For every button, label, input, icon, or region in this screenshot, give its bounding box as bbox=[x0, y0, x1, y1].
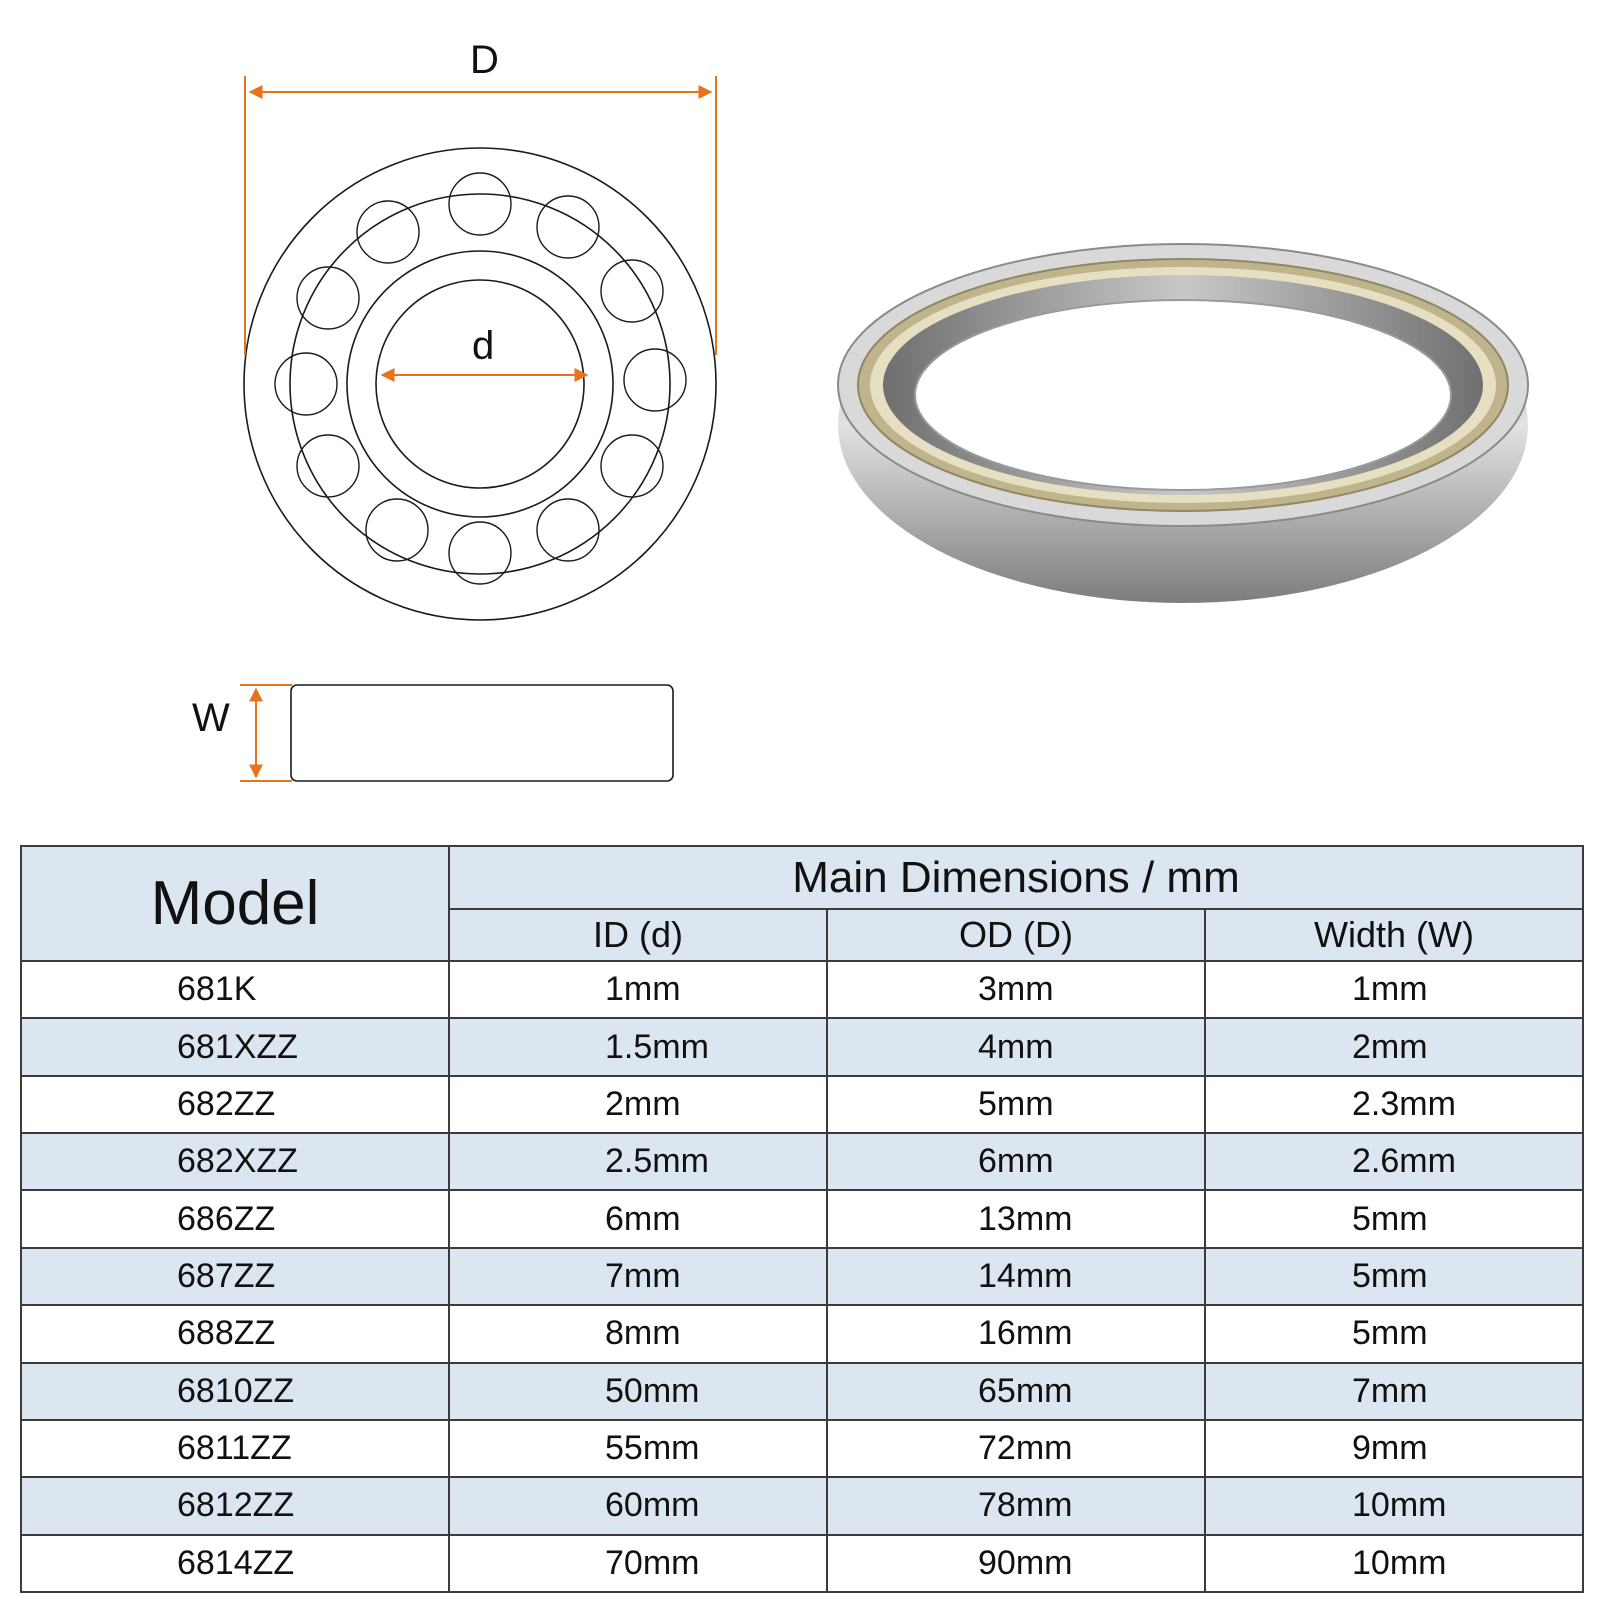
od-cell: 72mm bbox=[827, 1420, 1205, 1477]
table-row bbox=[21, 961, 1583, 1018]
table-row bbox=[21, 1018, 1583, 1075]
table-row bbox=[21, 1190, 1583, 1247]
model-cell: 686ZZ bbox=[21, 1190, 449, 1247]
ball-ring bbox=[275, 173, 686, 584]
outer-diameter-label: D bbox=[470, 38, 499, 82]
width-cell: 10mm bbox=[1205, 1477, 1583, 1534]
od-column-header: OD (D) bbox=[827, 909, 1205, 961]
model-cell: 682XZZ bbox=[21, 1133, 449, 1190]
bearing-photo bbox=[838, 244, 1528, 603]
od-cell: 16mm bbox=[827, 1305, 1205, 1362]
model-cell: 682ZZ bbox=[21, 1076, 449, 1133]
id-cell: 60mm bbox=[449, 1477, 827, 1534]
table-row bbox=[21, 1420, 1583, 1477]
table-row bbox=[21, 1305, 1583, 1362]
od-cell: 90mm bbox=[827, 1535, 1205, 1592]
model-cell: 6810ZZ bbox=[21, 1363, 449, 1420]
id-cell: 1.5mm bbox=[449, 1018, 827, 1075]
bearing-front-view-icon bbox=[244, 148, 716, 620]
model-cell: 6811ZZ bbox=[21, 1420, 449, 1477]
od-cell: 3mm bbox=[827, 961, 1205, 1018]
width-cell: 10mm bbox=[1205, 1535, 1583, 1592]
width-cell: 1mm bbox=[1205, 961, 1583, 1018]
width-cell: 5mm bbox=[1205, 1190, 1583, 1247]
id-cell: 55mm bbox=[449, 1420, 827, 1477]
model-cell: 687ZZ bbox=[21, 1248, 449, 1305]
main-dimensions-header: Main Dimensions / mm bbox=[449, 846, 1583, 909]
id-cell: 2mm bbox=[449, 1076, 827, 1133]
od-cell: 5mm bbox=[827, 1076, 1205, 1133]
od-cell: 4mm bbox=[827, 1018, 1205, 1075]
width-label: W bbox=[192, 696, 230, 740]
width-cell: 2mm bbox=[1205, 1018, 1583, 1075]
id-cell: 70mm bbox=[449, 1535, 827, 1592]
id-cell: 6mm bbox=[449, 1190, 827, 1247]
id-cell: 2.5mm bbox=[449, 1133, 827, 1190]
inner-diameter-label: d bbox=[472, 324, 495, 368]
id-cell: 50mm bbox=[449, 1363, 827, 1420]
table-row bbox=[21, 1535, 1583, 1592]
od-cell: 13mm bbox=[827, 1190, 1205, 1247]
model-cell: 681K bbox=[21, 961, 449, 1018]
table-row bbox=[21, 1477, 1583, 1534]
table-row bbox=[21, 1363, 1583, 1420]
table-header-row bbox=[21, 846, 1583, 909]
od-cell: 65mm bbox=[827, 1363, 1205, 1420]
id-cell: 8mm bbox=[449, 1305, 827, 1362]
model-cell: 6812ZZ bbox=[21, 1477, 449, 1534]
width-cell: 2.3mm bbox=[1205, 1076, 1583, 1133]
width-column-header: Width (W) bbox=[1205, 909, 1583, 961]
width-cell: 7mm bbox=[1205, 1363, 1583, 1420]
table-row bbox=[21, 1076, 1583, 1133]
id-column-header: ID (d) bbox=[449, 909, 827, 961]
od-cell: 6mm bbox=[827, 1133, 1205, 1190]
width-cell: 5mm bbox=[1205, 1248, 1583, 1305]
od-cell: 14mm bbox=[827, 1248, 1205, 1305]
model-cell: 688ZZ bbox=[21, 1305, 449, 1362]
bearing-side-view-icon bbox=[240, 685, 673, 781]
model-header: Model bbox=[21, 846, 449, 961]
width-cell: 9mm bbox=[1205, 1420, 1583, 1477]
width-cell: 2.6mm bbox=[1205, 1133, 1583, 1190]
od-cell: 78mm bbox=[827, 1477, 1205, 1534]
id-cell: 7mm bbox=[449, 1248, 827, 1305]
model-cell: 6814ZZ bbox=[21, 1535, 449, 1592]
table-row bbox=[21, 1248, 1583, 1305]
id-cell: 1mm bbox=[449, 961, 827, 1018]
width-cell: 5mm bbox=[1205, 1305, 1583, 1362]
dimensions-table bbox=[20, 845, 1584, 1593]
model-cell: 681XZZ bbox=[21, 1018, 449, 1075]
table-row bbox=[21, 1133, 1583, 1190]
